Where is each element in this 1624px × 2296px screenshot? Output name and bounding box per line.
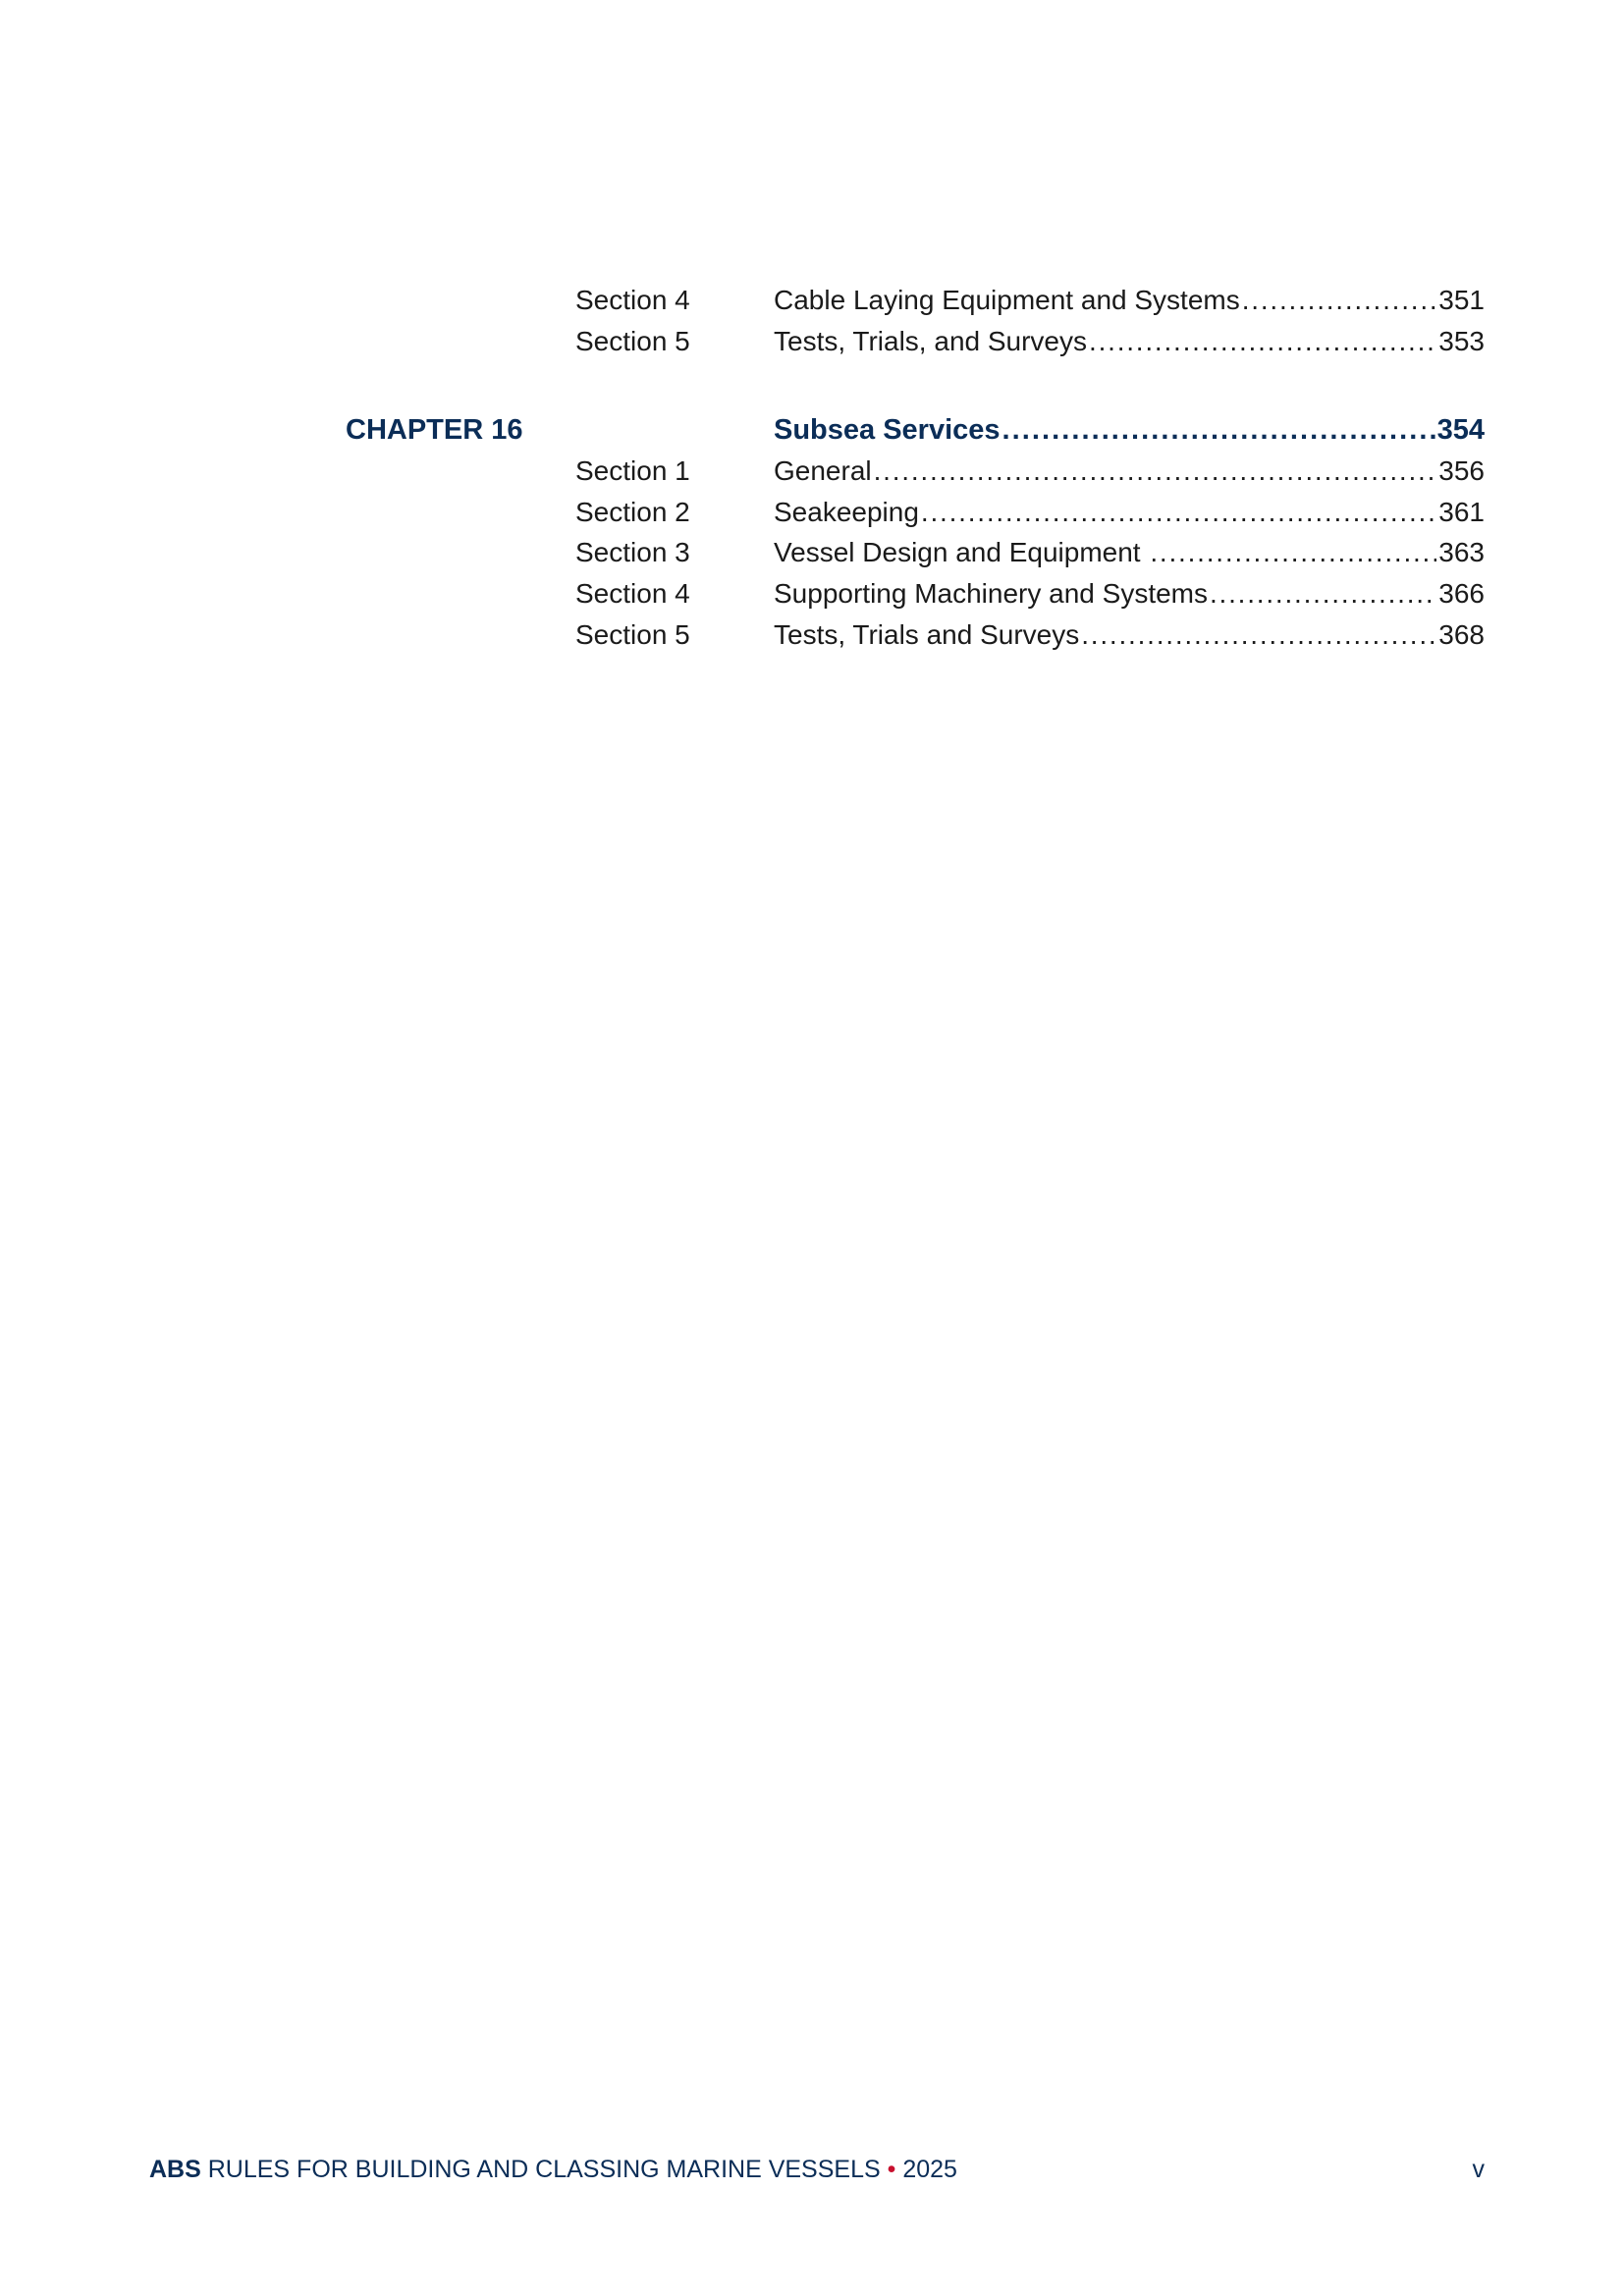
section-title[interactable]: General <box>774 455 872 486</box>
toc-chapter-row[interactable] <box>0 410 1624 450</box>
dot-leader <box>1150 533 1436 572</box>
page-number: 366 <box>1438 578 1485 609</box>
section-label: Section 5 <box>575 619 690 650</box>
toc-section-row[interactable] <box>0 281 1624 320</box>
section-label: Section 1 <box>575 455 690 486</box>
section-label: Section 4 <box>575 578 690 609</box>
page-number: 368 <box>1438 619 1485 650</box>
footer-title: RULES FOR BUILDING AND CLASSING MARINE VESSELS <box>207 2156 881 2183</box>
page-number: 363 <box>1438 537 1485 567</box>
toc-section-row[interactable] <box>0 533 1624 572</box>
section-label: Section 3 <box>575 537 690 567</box>
dot-leader <box>1210 574 1436 614</box>
section-title[interactable]: Vessel Design and Equipment <box>774 537 1149 567</box>
section-title[interactable]: Tests, Trials, and Surveys <box>774 326 1088 356</box>
section-label: Section 2 <box>575 497 690 527</box>
section-title[interactable]: Seakeeping <box>774 497 919 527</box>
chapter-label: CHAPTER 16 <box>346 414 523 446</box>
dot-leader <box>1242 281 1437 320</box>
toc-section-row[interactable] <box>0 493 1624 532</box>
section-title[interactable]: Cable Laying Equipment and Systems <box>774 285 1240 315</box>
page-number: 353 <box>1438 326 1485 356</box>
dot-leader <box>1089 322 1436 361</box>
dot-leader <box>921 493 1436 532</box>
toc-section-row[interactable] <box>0 452 1624 491</box>
section-title[interactable]: Supporting Machinery and Systems <box>774 578 1208 609</box>
dot-leader <box>1002 410 1435 450</box>
dot-leader <box>874 452 1437 491</box>
page-footer <box>149 2152 1485 2187</box>
toc-section-row[interactable] <box>0 615 1624 655</box>
section-label: Section 5 <box>575 326 690 356</box>
page-number: 351 <box>1438 285 1485 315</box>
page-number: 361 <box>1438 497 1485 527</box>
section-title[interactable]: Tests, Trials and Surveys <box>774 619 1080 650</box>
chapter-title[interactable]: Subsea Services <box>774 414 1001 446</box>
section-label: Section 4 <box>575 285 690 315</box>
page-number: 356 <box>1438 455 1485 486</box>
footer-document-title <box>149 2152 957 2187</box>
toc-section-row[interactable] <box>0 574 1624 614</box>
page-number: 354 <box>1436 414 1485 446</box>
footer-year: 2025 <box>902 2156 957 2183</box>
footer-bullet: • <box>887 2156 896 2183</box>
toc-section-row[interactable] <box>0 322 1624 361</box>
footer-brand: ABS <box>149 2156 201 2183</box>
dot-leader <box>1081 615 1436 655</box>
footer-page-number: v <box>1472 2156 1485 2183</box>
